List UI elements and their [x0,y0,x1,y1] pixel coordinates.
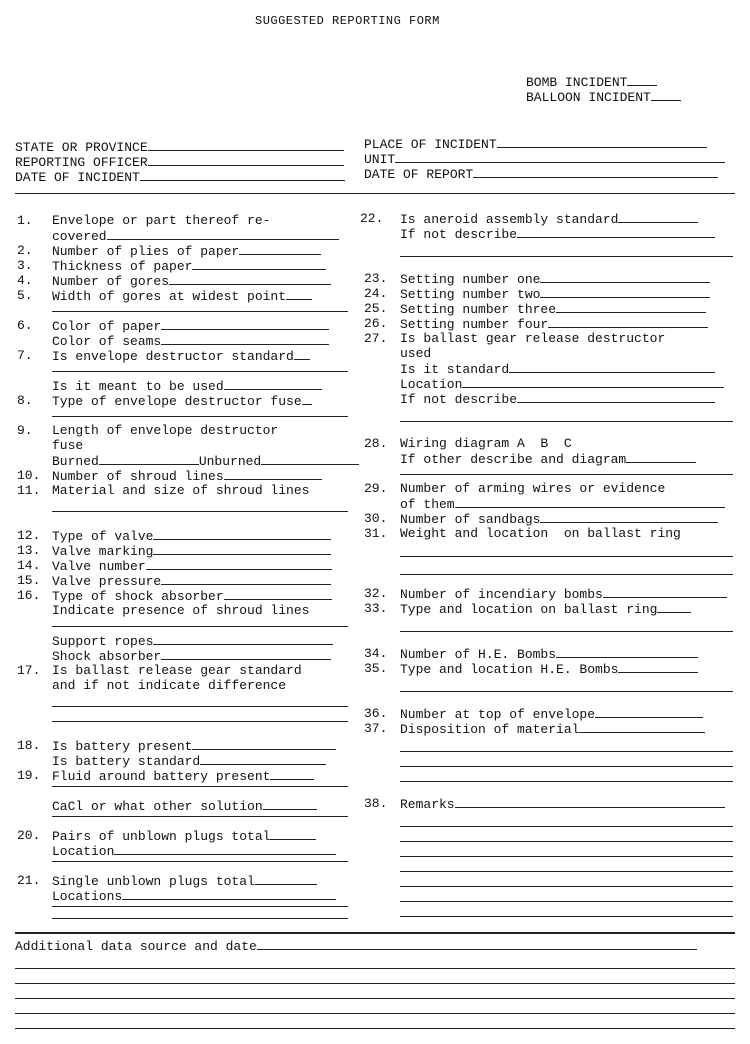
item-5-field[interactable] [52,288,312,304]
item-30-field[interactable] [400,511,718,527]
item-19-label: Fluid around battery present [52,769,271,784]
blank-line [52,906,348,907]
item-37-field[interactable] [400,721,705,737]
blank-line [52,861,348,862]
item-5-label: Width of gores at widest point [52,289,287,304]
place-of-incident-label: PLACE OF INCIDENT [364,137,497,152]
item-18-field[interactable] [52,738,336,754]
support-ropes-field[interactable] [52,633,333,649]
item-6-label: Color of paper [52,319,162,334]
blank-line [52,626,348,627]
state-province-label: STATE OR PROVINCE [15,140,148,155]
form-title: SUGGESTED REPORTING FORM [255,14,440,28]
item-21-field[interactable] [52,873,317,889]
blank-line [52,706,348,707]
item-3-label: Thickness of paper [52,259,193,274]
item-number: 24. [364,286,388,301]
date-of-incident-label: DATE OF INCIDENT [15,170,140,185]
item-7-label: Is envelope destructor standard [52,349,294,364]
item-22b-field[interactable] [400,226,715,242]
item-13-label: Valve marking [52,544,154,559]
item-number: 7. [17,348,33,363]
item-36-field[interactable] [400,706,703,722]
item-number: 31. [364,526,388,541]
item-24-field[interactable] [400,286,710,302]
item-7b-label: Is it meant to be used [52,379,224,394]
item-number: 10. [17,468,41,483]
item-25-label: Setting number three [400,302,557,317]
footer-divider [15,932,735,934]
item-27b-label: used [400,346,432,361]
item-20b-label: Location [52,844,115,859]
item-14-label: Valve number [52,559,146,574]
item-number: 32. [364,586,388,601]
date-of-incident-field[interactable] [15,169,345,185]
bomb-incident-field[interactable] [526,74,657,90]
item-24-label: Setting number two [400,287,541,302]
item-18-label: Is battery present [52,739,193,754]
reporting-officer-label: REPORTING OFFICER [15,155,148,170]
shock-absorber-label: Shock absorber [52,649,162,664]
item-25-field[interactable] [400,301,706,317]
unit-label: UNIT [364,152,396,167]
item-2-field[interactable] [52,243,321,259]
item-number: 3. [17,258,33,273]
item-number: 18. [17,738,41,753]
item-4-label: Number of gores [52,274,170,289]
item-16-field[interactable] [52,588,332,604]
item-37-label: Disposition of material [400,722,580,737]
item-number: 15. [17,573,41,588]
item-20-label: Pairs of unblown plugs total [52,829,271,844]
item-21-label: Single unblown plugs total [52,874,255,889]
item-8-label: Type of envelope destructor fuse [52,394,302,409]
item-1-field[interactable] [52,228,339,244]
item-26-field[interactable] [400,316,708,332]
item-32-label: Number of incendiary bombs [400,587,603,602]
item-18b-label: Is battery standard [52,754,201,769]
blank-line [52,786,348,787]
item-27-label: Is ballast gear release destructor [400,331,666,346]
item-23-label: Setting number one [400,272,541,287]
item-27-describe-label: If not describe [400,392,518,407]
item-22-label: Is aneroid assembly standard [400,212,619,227]
item-27-standard-field[interactable] [400,361,715,377]
place-of-incident-field[interactable] [364,136,707,152]
blank-line [15,983,735,984]
blank-line [15,968,735,969]
item-35-field[interactable] [400,661,698,677]
unit-field[interactable] [364,151,725,167]
item-33-field[interactable] [400,601,691,617]
item-14-field[interactable] [52,558,332,574]
additional-data-field[interactable] [15,938,697,954]
item-2-label: Number of plies of paper [52,244,240,259]
item-number: 30. [364,511,388,526]
item-number: 34. [364,646,388,661]
blank-line [400,871,733,872]
blank-line [15,1028,735,1029]
item-6b-field[interactable] [52,333,329,349]
item-27-describe-field[interactable] [400,391,715,407]
item-number: 25. [364,301,388,316]
item-number: 14. [17,558,41,573]
item-1-label: Envelope or part thereof re- [52,213,271,228]
item-28-label[interactable]: Wiring diagram A B C [400,436,572,451]
blank-line [400,691,733,692]
item-8-field[interactable] [52,393,312,409]
blank-line [400,474,733,475]
item-29-label: Number of arming wires or evidence [400,481,666,496]
item-number: 35. [364,661,388,676]
item-number: 21. [17,873,41,888]
item-29b-label: of them [400,497,455,512]
blank-line [400,631,733,632]
item-4-field[interactable] [52,273,331,289]
blank-line [52,721,348,722]
unburned-label: Unburned [198,454,262,469]
item-33-label: Type and location on ballast ring [400,602,658,617]
blank-line [400,841,733,842]
blank-line [400,574,733,575]
item-30-label: Number of sandbags [400,512,541,527]
item-12-label: Type of valve [52,529,154,544]
blank-line [15,1013,735,1014]
item-22-field[interactable] [400,211,698,227]
item-26-label: Setting number four [400,317,549,332]
item-23-field[interactable] [400,271,710,287]
item-9b-label: fuse [52,438,84,453]
item-11-label: Material and size of shroud lines [52,483,310,498]
bomb-incident-label: BOMB INCIDENT [526,75,628,90]
date-of-report-label: DATE OF REPORT [364,167,474,182]
item-number: 36. [364,706,388,721]
item-27-location-label: Location [400,377,463,392]
item-number: 19. [17,768,41,783]
balloon-incident-field[interactable] [526,89,681,105]
blank-line [52,311,348,312]
item-16b-label: Indicate presence of shroud lines [52,603,310,618]
item-number: 17. [17,663,41,678]
item-13-field[interactable] [52,543,331,559]
item-35-label: Type and location H.E. Bombs [400,662,619,677]
item-7-field[interactable] [52,348,310,364]
item-32-field[interactable] [400,586,727,602]
blank-line [400,751,733,752]
item-10-label: Number of shroud lines [52,469,224,484]
item-38-field[interactable] [400,796,725,812]
item-number: 8. [17,393,33,408]
blank-line [400,781,733,782]
item-22b-label: If not describe [400,227,518,242]
item-1-label-cont: covered [52,229,107,244]
item-17b-label: and if not indicate difference [52,678,287,693]
blank-line [400,826,733,827]
item-number: 4. [17,273,33,288]
blank-line [400,901,733,902]
blank-line [52,371,348,372]
additional-data-label: Additional data source and date [15,939,257,954]
item-6b-label: Color of seams [52,334,162,349]
item-number: 20. [17,828,41,843]
item-number: 23. [364,271,388,286]
item-number: 33. [364,601,388,616]
item-number: 22. [360,211,384,226]
blank-line [15,998,735,999]
date-of-report-field[interactable] [364,166,718,182]
item-number: 2. [17,243,33,258]
item-number: 1. [17,213,33,228]
item-10-field[interactable] [52,468,322,484]
item-28b-label: If other describe and diagram [400,452,627,467]
balloon-incident-label: BALLOON INCIDENT [526,90,651,105]
item-36-label: Number at top of envelope [400,707,596,722]
item-7b-field[interactable] [52,378,322,394]
item-21b-label: Locations [52,889,123,904]
item-number: 12. [17,528,41,543]
blank-line [52,816,348,817]
item-20b-field[interactable] [52,843,336,859]
item-34-field[interactable] [400,646,698,662]
item-19b-label: CaCl or what other solution [52,799,263,814]
item-19-field[interactable] [52,768,314,784]
item-number: 9. [17,423,33,438]
item-number: 27. [364,331,388,346]
item-27-location-field[interactable] [400,376,724,392]
burned-label: Burned [52,454,99,469]
blank-line [52,416,348,417]
item-9-burned-field[interactable] [52,453,359,469]
item-29b-field[interactable] [400,496,725,512]
item-number: 6. [17,318,33,333]
support-ropes-label: Support ropes [52,634,154,649]
item-18b-field[interactable] [52,753,326,769]
item-number: 26. [364,316,388,331]
item-3-field[interactable] [52,258,326,274]
item-9-label: Length of envelope destructor [52,423,279,438]
blank-line [400,256,733,257]
item-6-field[interactable] [52,318,329,334]
item-number: 38. [364,796,388,811]
item-number: 29. [364,481,388,496]
item-21b-field[interactable] [52,888,336,904]
blank-line [400,916,733,917]
blank-line [400,766,733,767]
blank-line [52,918,348,919]
blank-line [400,556,733,557]
item-20-field[interactable] [52,828,316,844]
item-number: 16. [17,588,41,603]
blank-line [400,856,733,857]
item-15-label: Valve pressure [52,574,162,589]
blank-line [400,421,733,422]
item-31-label: Weight and location on ballast ring [400,526,681,541]
item-number: 11. [17,483,41,498]
item-12-field[interactable] [52,528,331,544]
item-19b-field[interactable] [52,798,317,814]
state-province-field[interactable] [15,139,344,155]
item-38-label: Remarks [400,797,455,812]
item-number: 5. [17,288,33,303]
blank-line [52,511,348,512]
item-27-standard-label: Is it standard [400,362,510,377]
blank-line [400,886,733,887]
item-17-label: Is ballast release gear standard [52,663,302,678]
item-15-field[interactable] [52,573,331,589]
item-34-label: Number of H.E. Bombs [400,647,557,662]
header-divider [15,193,735,194]
shock-absorber-field[interactable] [52,648,331,664]
item-number: 37. [364,721,388,736]
item-28b-field[interactable] [400,451,696,467]
reporting-officer-field[interactable] [15,154,344,170]
item-number: 13. [17,543,41,558]
item-16-label: Type of shock absorber [52,589,224,604]
item-number: 28. [364,436,388,451]
